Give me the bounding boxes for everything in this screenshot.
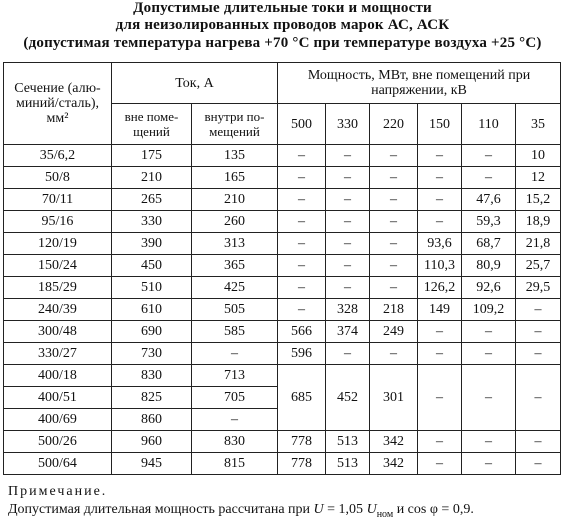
header-current: Ток, А (112, 63, 278, 104)
header-section-text: Сечение (алю-миний/сталь), мм² (14, 81, 101, 126)
table-cell: 500/64 (4, 453, 112, 475)
table-row (4, 189, 561, 211)
table-cell: 400/69 (4, 409, 112, 431)
table-cell: – (326, 189, 370, 211)
table-cell-merged: – (462, 365, 516, 431)
table-cell: 95/16 (4, 211, 112, 233)
table-cell: 126,2 (418, 277, 462, 299)
table-cell: 210 (192, 189, 278, 211)
table-cell: 210 (112, 167, 192, 189)
table-cell: – (192, 409, 278, 431)
table-cell: 110,3 (418, 255, 462, 277)
table-cell: – (418, 343, 462, 365)
table-cell: 365 (192, 255, 278, 277)
table-cell: 80,9 (462, 255, 516, 277)
table-row (4, 431, 561, 453)
table-cell: – (278, 233, 326, 255)
table-cell: – (370, 233, 418, 255)
table-title-line2: для неизолированных проводов марок АС, АСК (115, 17, 450, 33)
table-title-line3: (допустимая температура нагрева +70 °С при температуре воздуха +25 °С) (23, 35, 542, 51)
table-row (4, 343, 561, 365)
table-cell: – (418, 431, 462, 453)
table-cell: – (370, 189, 418, 211)
table-cell: – (418, 211, 462, 233)
table-cell: 705 (192, 387, 278, 409)
table-cell: 610 (112, 299, 192, 321)
table-row (4, 321, 561, 343)
header-inside: внутри по-мещений (192, 104, 278, 145)
table-cell: – (418, 321, 462, 343)
table-cell: 120/19 (4, 233, 112, 255)
header-voltage-35: 35 (516, 104, 561, 145)
table-cell: 960 (112, 431, 192, 453)
table-cell: 400/51 (4, 387, 112, 409)
table-row (4, 233, 561, 255)
table-cell: 330 (112, 211, 192, 233)
table-cell: 135 (192, 145, 278, 167)
table-cell: 265 (112, 189, 192, 211)
table-cell: 778 (278, 431, 326, 453)
table-cell: – (278, 145, 326, 167)
table-cell: – (462, 343, 516, 365)
table-cell: – (418, 167, 462, 189)
table-cell: – (326, 167, 370, 189)
table-cell: – (462, 431, 516, 453)
header-voltage-150: 150 (418, 104, 462, 145)
table-cell-merged: 452 (326, 365, 370, 431)
table-cell: – (326, 145, 370, 167)
table-cell: 830 (112, 365, 192, 387)
table-cell: 400/18 (4, 365, 112, 387)
table-cell: 47,6 (462, 189, 516, 211)
table-cell: 300/48 (4, 321, 112, 343)
table-cell: 175 (112, 145, 192, 167)
table-cell: – (326, 233, 370, 255)
header-power (278, 63, 561, 104)
header-power-text: Мощность, МВт, вне помещений при напряжении, кВ (307, 68, 531, 98)
table-body (4, 145, 561, 475)
table-cell: 425 (192, 277, 278, 299)
table-cell: 860 (112, 409, 192, 431)
table-cell: 596 (278, 343, 326, 365)
table-cell-merged: – (418, 365, 462, 431)
table-cell: 68,7 (462, 233, 516, 255)
table-cell: – (278, 211, 326, 233)
table-cell: – (370, 145, 418, 167)
table-cell: 778 (278, 453, 326, 475)
table-cell: 92,6 (462, 277, 516, 299)
table-cell: 313 (192, 233, 278, 255)
table-cell: 513 (326, 431, 370, 453)
table-cell: 149 (418, 299, 462, 321)
table-cell: 25,7 (516, 255, 561, 277)
table-cell: – (326, 255, 370, 277)
table-cell: 730 (112, 343, 192, 365)
table-cell: 21,8 (516, 233, 561, 255)
table-cell: 59,3 (462, 211, 516, 233)
table-cell: 218 (370, 299, 418, 321)
table-cell: 585 (192, 321, 278, 343)
table-cell: 825 (112, 387, 192, 409)
table-cell: – (278, 299, 326, 321)
table-row (4, 255, 561, 277)
table-cell: – (516, 343, 561, 365)
table-cell: 15,2 (516, 189, 561, 211)
table-cell-merged: – (516, 365, 561, 431)
table-cell: – (278, 167, 326, 189)
table-cell: – (462, 145, 516, 167)
table-cell: – (326, 343, 370, 365)
table-row (4, 453, 561, 475)
table-cell: 10 (516, 145, 561, 167)
table-cell: 713 (192, 365, 278, 387)
table-cell: 342 (370, 431, 418, 453)
table-cell: 29,5 (516, 277, 561, 299)
table-cell: 690 (112, 321, 192, 343)
table-cell: 390 (112, 233, 192, 255)
table-cell: 450 (112, 255, 192, 277)
table-cell: 342 (370, 453, 418, 475)
table-row (4, 365, 561, 387)
header-voltage-500: 500 (278, 104, 326, 145)
table-cell: 830 (192, 431, 278, 453)
table-cell: – (418, 453, 462, 475)
table-cell: – (370, 343, 418, 365)
table-cell: 70/11 (4, 189, 112, 211)
table-row (4, 277, 561, 299)
table-cell: – (370, 211, 418, 233)
table-cell: 505 (192, 299, 278, 321)
table-cell: – (516, 299, 561, 321)
table-cell: – (278, 277, 326, 299)
header-voltage-220: 220 (370, 104, 418, 145)
table-cell: – (516, 321, 561, 343)
table-cell: – (370, 255, 418, 277)
table-cell: 185/29 (4, 277, 112, 299)
data-table (3, 62, 561, 475)
table-cell: 50/8 (4, 167, 112, 189)
note-text: Допустимая длительная мощность рассчитана при U = 1,05 $U_{ном}$ и cos φ = 0,9. (8, 502, 474, 520)
table-cell: 328 (326, 299, 370, 321)
table-cell: – (192, 343, 278, 365)
table-cell: – (418, 189, 462, 211)
table-cell: – (278, 189, 326, 211)
table-cell: 260 (192, 211, 278, 233)
table-row (4, 211, 561, 233)
header-voltage-330: 330 (326, 104, 370, 145)
table-row (4, 167, 561, 189)
table-cell: – (462, 167, 516, 189)
table-cell: – (462, 321, 516, 343)
note-title: Примечание. (8, 484, 108, 499)
table-cell: – (516, 453, 561, 475)
table-cell: 35/6,2 (4, 145, 112, 167)
table-cell-merged: 685 (278, 365, 326, 431)
table-cell: 12 (516, 167, 561, 189)
table-cell: 165 (192, 167, 278, 189)
header-outside: вне поме-щений (112, 104, 192, 145)
table-cell: 150/24 (4, 255, 112, 277)
table-cell: – (326, 277, 370, 299)
table-cell: 109,2 (462, 299, 516, 321)
table-row (4, 299, 561, 321)
table-cell: – (326, 211, 370, 233)
table-title-line1: Допустимые длительные токи и мощности (133, 0, 432, 16)
header-section (4, 63, 112, 145)
table-cell: 513 (326, 453, 370, 475)
table-cell: 945 (112, 453, 192, 475)
table-cell: 330/27 (4, 343, 112, 365)
table-cell: – (370, 167, 418, 189)
table-cell: 249 (370, 321, 418, 343)
table-cell: 240/39 (4, 299, 112, 321)
table-cell: 500/26 (4, 431, 112, 453)
header-voltage-110: 110 (462, 104, 516, 145)
table-cell-merged: 301 (370, 365, 418, 431)
table-row (4, 145, 561, 167)
table-cell: 93,6 (418, 233, 462, 255)
table-cell: – (418, 145, 462, 167)
table-cell: 815 (192, 453, 278, 475)
table-cell: 374 (326, 321, 370, 343)
table-cell: 510 (112, 277, 192, 299)
table-cell: – (462, 453, 516, 475)
table-cell: – (278, 255, 326, 277)
table-cell: 566 (278, 321, 326, 343)
table-cell: – (370, 277, 418, 299)
table-cell: 18,9 (516, 211, 561, 233)
table-cell: – (516, 431, 561, 453)
